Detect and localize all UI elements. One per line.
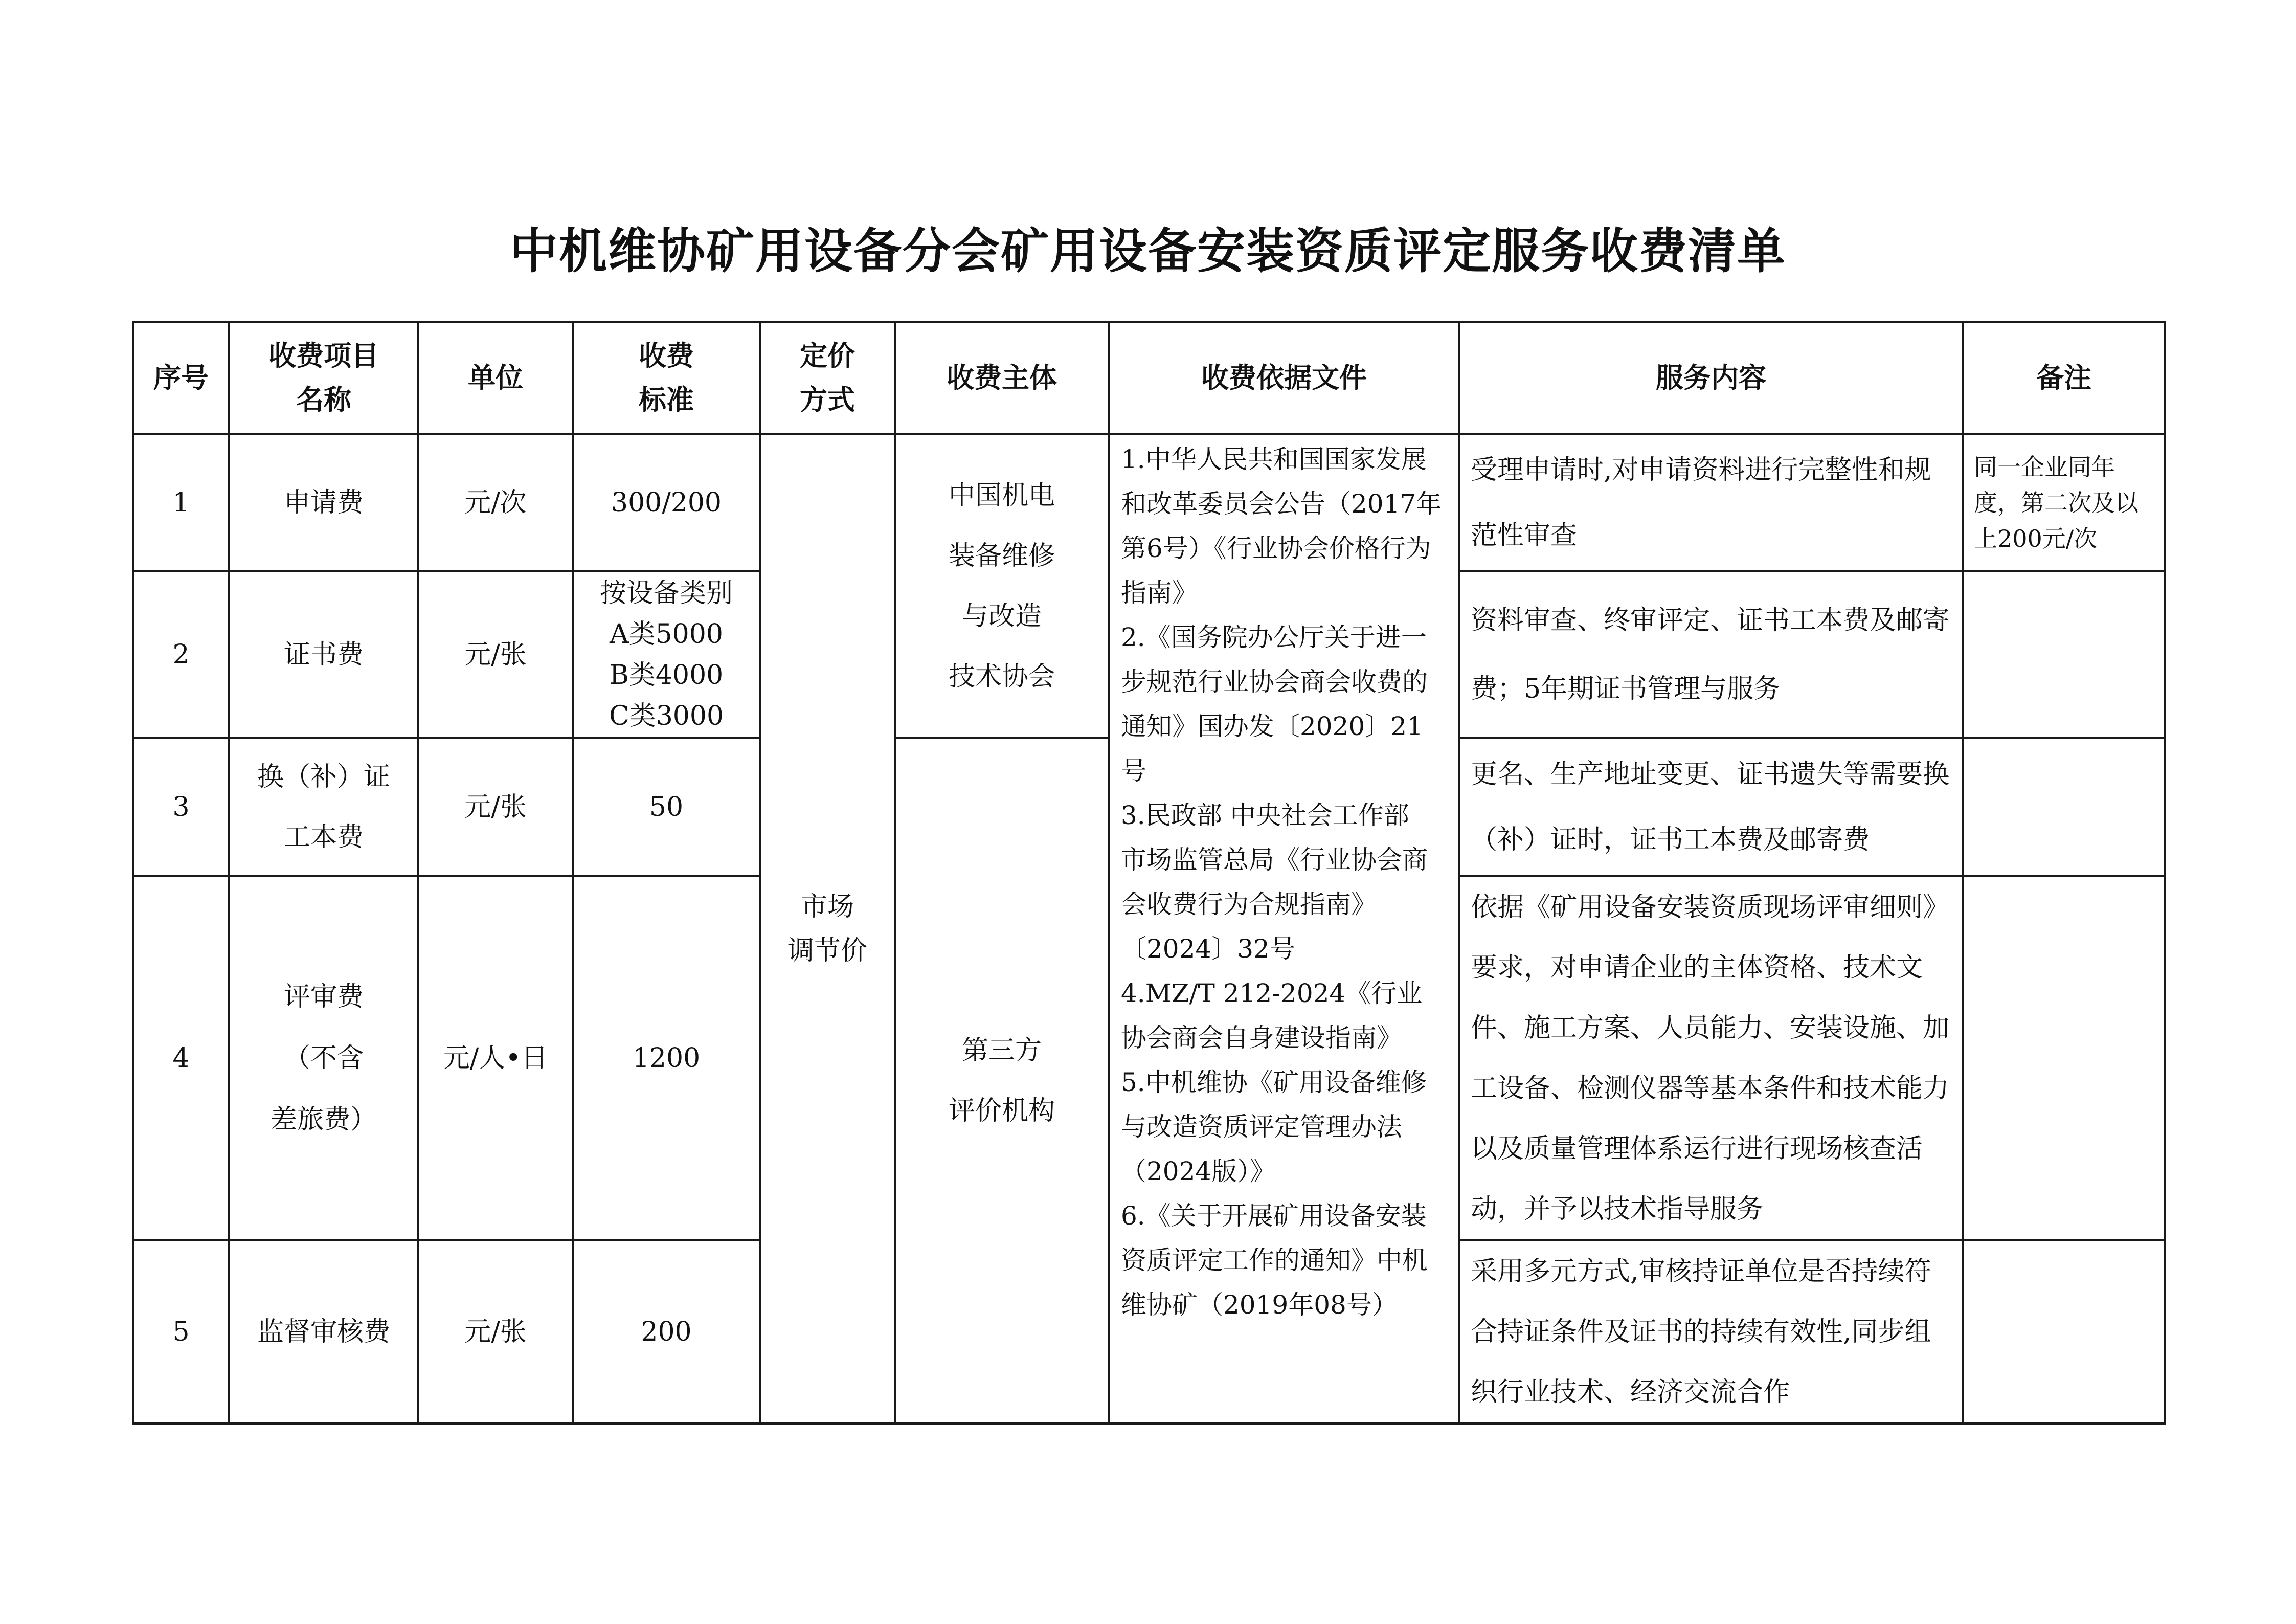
name-line: （不含 bbox=[283, 1043, 364, 1074]
row-service: 采用多元方式,审核持证单位是否持续符合持证条件及证书的持续有效性,同步组织行业技术、经济交流合作 bbox=[1459, 1240, 1963, 1423]
header-item-line1: 收费项目 bbox=[268, 340, 379, 372]
row-service: 依据《矿用设备安装资质现场评审细则》要求，对申请企业的主体资格、技术文件、施工方案、人员能力、安装设施、加工设备、检测仪器等基本条件和技术能力以及质量管理体系运行进行现场核查活动，并予以技术指导服务 bbox=[1459, 876, 1963, 1240]
standard-line: C类3000 bbox=[609, 701, 724, 731]
row-seq: 2 bbox=[133, 571, 229, 738]
row-unit: 元/张 bbox=[418, 1240, 573, 1423]
row-name bbox=[229, 876, 418, 1240]
pricing-method-line2: 调节价 bbox=[787, 936, 867, 966]
header-seq: 序号 bbox=[133, 322, 229, 434]
entity-a-line4: 技术协会 bbox=[948, 661, 1055, 692]
name-line: 换（补）证 bbox=[257, 762, 390, 792]
basis-item: 4.MZ/T 212-2024《行业协会商会自身建设指南》 bbox=[1121, 978, 1423, 1053]
name-line: 差旅费） bbox=[270, 1104, 377, 1135]
entity-b-line2: 评价机构 bbox=[948, 1096, 1055, 1126]
entity-cell-association bbox=[895, 434, 1109, 738]
row-seq: 4 bbox=[133, 876, 229, 1240]
basis-item: 3.民政部 中央社会工作部 市场监管总局《行业协会商会收费行为合规指南》〔2024〕32号 bbox=[1121, 800, 1435, 964]
row-remark bbox=[1963, 571, 2165, 738]
pricing-method-cell bbox=[760, 434, 895, 1423]
row-name: 证书费 bbox=[229, 571, 418, 738]
entity-a-line3: 与改造 bbox=[961, 601, 1042, 632]
row-name bbox=[229, 738, 418, 876]
header-basis: 收费依据文件 bbox=[1109, 322, 1459, 434]
row-standard: 50 bbox=[573, 738, 760, 876]
row-name: 监督审核费 bbox=[229, 1240, 418, 1423]
row-service: 资料审查、终审评定、证书工本费及邮寄费；5年期证书管理与服务 bbox=[1459, 571, 1963, 738]
pricing-method-line1: 市场 bbox=[800, 892, 854, 922]
entity-b-line1: 第三方 bbox=[961, 1035, 1042, 1066]
standard-line: B类4000 bbox=[609, 660, 724, 691]
header-unit: 单位 bbox=[418, 322, 573, 434]
basis-item: 5.中机维协《矿用设备维修与改造资质评定管理办法（2024版）》 bbox=[1121, 1067, 1427, 1186]
header-item-line2: 名称 bbox=[296, 384, 351, 416]
row-name: 申请费 bbox=[229, 434, 418, 571]
row-unit: 元/张 bbox=[418, 738, 573, 876]
header-service: 服务内容 bbox=[1459, 322, 1963, 434]
header-pricing bbox=[760, 322, 895, 434]
header-remark: 备注 bbox=[1963, 322, 2165, 434]
basis-item: 6.《关于开展矿用设备安装资质评定工作的通知》中机维协矿（2019年08号） bbox=[1121, 1201, 1428, 1320]
basis-documents-cell bbox=[1109, 434, 1459, 1423]
basis-item: 2.《国务院办公厅关于进一步规范行业协会商会收费的通知》国办发〔2020〕21号 bbox=[1121, 622, 1428, 786]
row-seq: 1 bbox=[133, 434, 229, 571]
row-seq: 3 bbox=[133, 738, 229, 876]
document-title: 中机维协矿用设备分会矿用设备安装资质评定服务收费清单 bbox=[509, 224, 1786, 279]
row-unit: 元/张 bbox=[418, 571, 573, 738]
row-remark bbox=[1963, 738, 2165, 876]
row-standard: 200 bbox=[573, 1240, 760, 1423]
header-entity: 收费主体 bbox=[895, 322, 1109, 434]
header-row bbox=[133, 322, 2165, 434]
header-item-name bbox=[229, 322, 418, 434]
row-standard bbox=[573, 571, 760, 738]
row-unit: 元/次 bbox=[418, 434, 573, 571]
header-pricing-line1: 定价 bbox=[800, 340, 855, 372]
row-remark: 同一企业同年度，第二次及以上200元/次 bbox=[1963, 434, 2165, 571]
row-remark bbox=[1963, 876, 2165, 1240]
header-standard-line2: 标准 bbox=[639, 384, 694, 416]
row-standard: 1200 bbox=[573, 876, 760, 1240]
table-row bbox=[133, 434, 2165, 571]
row-unit: 元/人•日 bbox=[418, 876, 573, 1240]
row-remark bbox=[1963, 1240, 2165, 1423]
entity-cell-third-party bbox=[895, 738, 1109, 1423]
basis-item: 1.中华人民共和国国家发展和改革委员会公告（2017年第6号）《行业协会价格行为指南》 bbox=[1121, 444, 1442, 608]
entity-a-line1: 中国机电 bbox=[948, 480, 1055, 511]
standard-line: A类5000 bbox=[610, 619, 723, 650]
row-seq: 5 bbox=[133, 1240, 229, 1423]
entity-a-line2: 装备维修 bbox=[948, 541, 1055, 571]
fee-table bbox=[132, 321, 2166, 1425]
header-pricing-line2: 方式 bbox=[800, 384, 855, 416]
name-line: 评审费 bbox=[283, 982, 364, 1012]
standard-line: 按设备类别 bbox=[599, 578, 733, 609]
row-standard: 300/200 bbox=[573, 434, 760, 571]
name-line: 工本费 bbox=[283, 822, 364, 853]
header-standard bbox=[573, 322, 760, 434]
row-service: 更名、生产地址变更、证书遗失等需要换（补）证时，证书工本费及邮寄费 bbox=[1459, 738, 1963, 876]
header-standard-line1: 收费 bbox=[639, 340, 694, 372]
row-service: 受理申请时,对申请资料进行完整性和规范性审查 bbox=[1459, 434, 1963, 571]
